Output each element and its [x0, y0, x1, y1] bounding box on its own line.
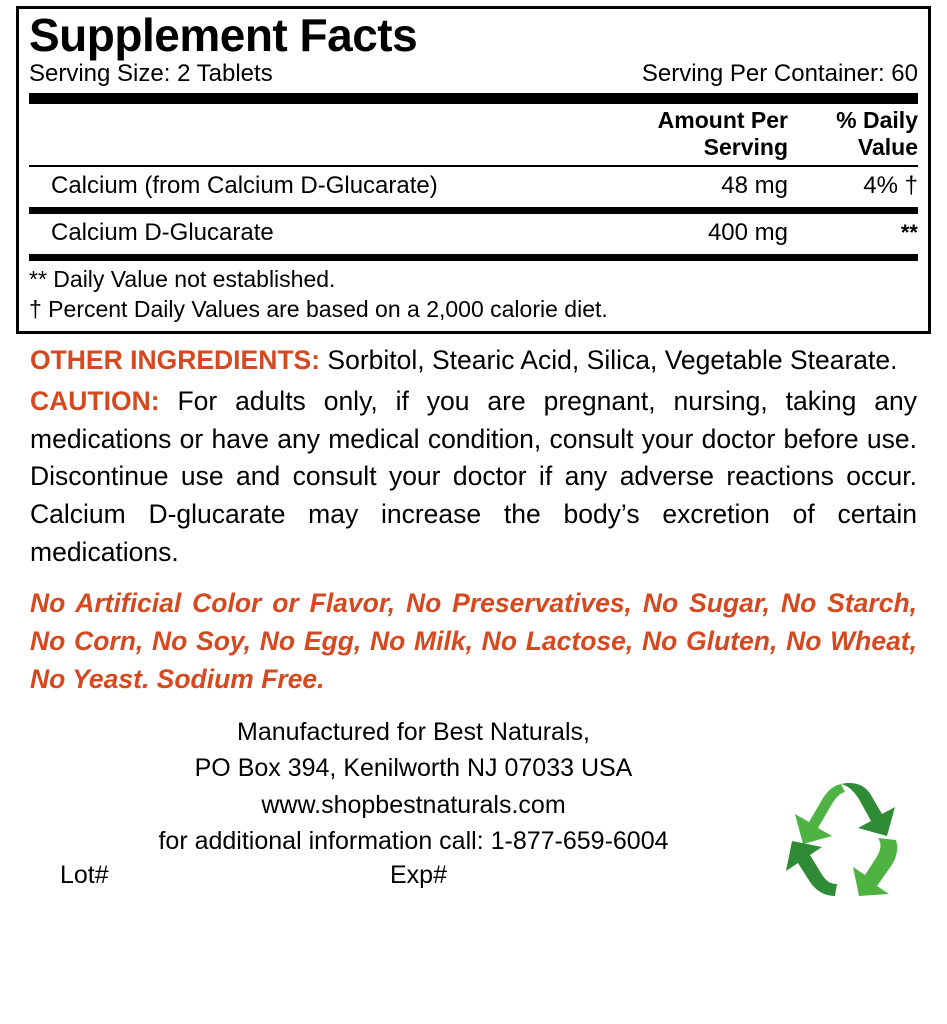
address-line: PO Box 394, Kenilworth NJ 07033 USA [194, 754, 633, 783]
recycle-icon [779, 778, 907, 898]
nutrient-amount: 400 mg [707, 218, 788, 246]
nutrient-daily-value: ** [900, 219, 918, 245]
caution-paragraph [30, 383, 917, 571]
lot-label: Lot# [60, 861, 109, 890]
table-row [29, 167, 918, 207]
table-row [29, 214, 918, 254]
amount-per-serving-line1: Amount Per [657, 106, 788, 133]
footnote-percent-daily-values: † Percent Daily Values are based on a 2,000 calorie diet. [29, 295, 608, 322]
label-body-copy [12, 334, 935, 699]
amount-per-serving-line2: Serving [703, 134, 788, 161]
phone-line: for additional information call: 1-877-659-6004 [158, 826, 669, 855]
daily-value-line2: Value [857, 134, 918, 161]
nutrient-name: Calcium (from Calcium D-Glucarate) [51, 172, 438, 200]
supplement-facts-title: Supplement Facts [29, 9, 418, 61]
nutrient-name: Calcium D-Glucarate [51, 218, 274, 246]
divider-thick-top [29, 93, 918, 104]
daily-value-line1: % Daily [836, 106, 918, 133]
footnotes [29, 261, 918, 325]
supplement-facts-panel [16, 6, 931, 334]
servings-per-container: Serving Per Container: 60 [641, 60, 918, 88]
divider-med-2 [29, 254, 918, 261]
nutrient-amount: 48 mg [721, 172, 788, 200]
exp-label: Exp# [390, 861, 447, 890]
manufacturer-line: Manufactured for Best Naturals, [237, 718, 590, 747]
serving-info-row [29, 60, 918, 91]
manufacturer-footer [12, 714, 935, 890]
other-ingredients-paragraph [30, 342, 917, 380]
divider-med-1 [29, 207, 918, 214]
caution-label: CAUTION: [30, 386, 160, 417]
other-ingredients-text: Sorbitol, Stearic Acid, Silica, Vegetable Stearate. [320, 344, 898, 375]
amount-per-serving-header [573, 107, 788, 161]
footnote-daily-value-not-established: ** Daily Value not established. [29, 265, 336, 292]
nutrient-daily-value: 4% † [863, 172, 918, 200]
other-ingredients-label: OTHER INGREDIENTS: [30, 344, 321, 375]
column-headers [29, 104, 918, 165]
caution-text: For adults only, if you are pregnant, nursing, taking any medications or have any medical condition, consult your doctor before use. Discontinue use and consult your doctor if any adverse reactions occur. Calcium D-glucarate may increase the body’s excretion of certain medications. [30, 386, 917, 567]
website-line: www.shopbestnaturals.com [261, 790, 566, 819]
free-from-claims: No Artificial Color or Flavor, No Preservatives, No Sugar, No Starch, No Corn, No Soy, No Egg, No Milk, No Lactose, No Gluten, No Wheat, No Yeast. Sodium Free. [30, 588, 917, 694]
daily-value-header [788, 107, 918, 161]
serving-size: Serving Size: 2 Tablets [29, 60, 273, 88]
